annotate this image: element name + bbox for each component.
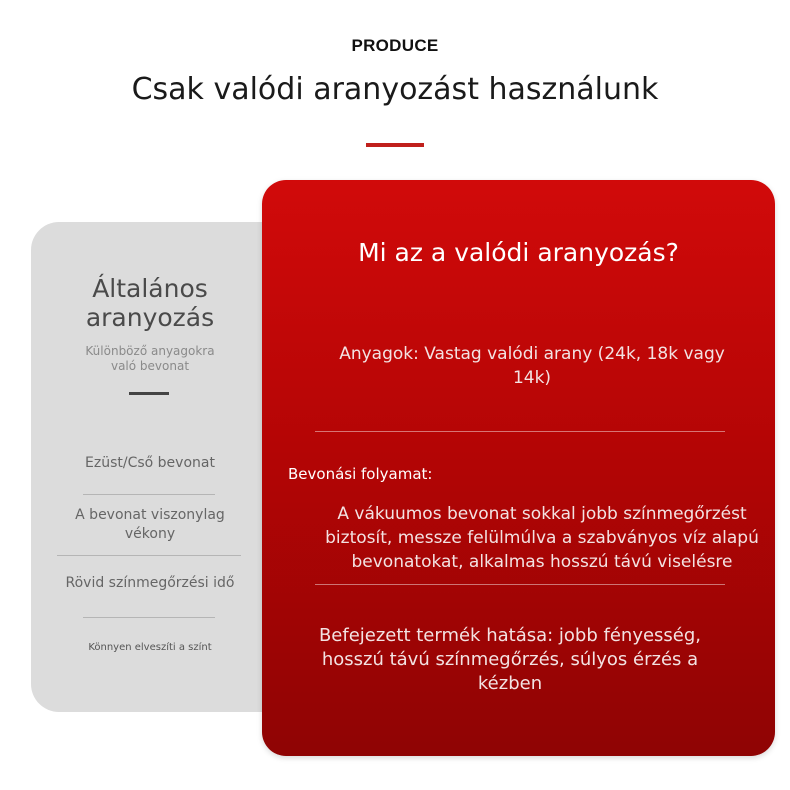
general-item-silver-plating: Ezüst/Cső bevonat (85, 455, 215, 471)
real-plating-process-label: Bevonási folyamat: (288, 465, 433, 483)
eyebrow-label: PRODUCE (351, 36, 439, 55)
page-title: Csak valódi aranyozást használunk (131, 72, 659, 107)
general-plating-subtitle-line1: Különböző anyagokra (85, 344, 215, 358)
general-item-thin-coating-line1: A bevonat viszonylag (75, 507, 225, 523)
real-plating-result-line2: hosszú távú színmegőrzés, súlyos érzés a (321, 649, 699, 670)
general-item-thin-coating (31, 506, 269, 544)
real-plating-process-line3: bevonatokat, alkalmas hosszú távú viselésre (351, 552, 733, 572)
general-separator (83, 617, 215, 618)
real-plating-separator (315, 431, 725, 432)
real-plating-materials-line1: Anyagok: Vastag valódi arany (24k, 18k vagy (339, 344, 725, 364)
real-plating-title: Mi az a valódi aranyozás? (358, 238, 679, 267)
real-plating-materials-line2: 14k) (512, 368, 552, 388)
general-plating-subtitle-line2: való bevonat (110, 359, 190, 373)
general-plating-divider (129, 392, 169, 395)
real-plating-process (312, 502, 772, 574)
general-plating-content (31, 222, 269, 712)
real-plating-process-line1: A vákuumos bevonat sokkal jobb színmegőrzést (337, 504, 747, 524)
real-plating-card (262, 180, 775, 756)
general-separator (57, 555, 241, 556)
real-plating-result-line3: kézben (477, 673, 543, 694)
general-item-short-retention: Rövid színmegőrzési idő (65, 575, 235, 591)
general-item-thin-coating-line2: vékony (124, 526, 176, 542)
real-plating-separator (315, 584, 725, 585)
general-separator (83, 494, 215, 495)
title-underline (366, 143, 424, 147)
general-plating-title-line1: Általános (92, 274, 208, 303)
real-plating-materials (302, 342, 762, 390)
general-plating-title (31, 274, 269, 332)
general-item-loses-color: Könnyen elveszíti a színt (88, 642, 212, 653)
real-plating-process-line2: biztosít, messze felülmúlva a szabványos víz alapú (325, 528, 759, 548)
general-plating-subtitle (31, 344, 269, 374)
general-plating-title-line2: aranyozás (85, 303, 215, 332)
real-plating-result (290, 624, 730, 696)
real-plating-result-line1: Befejezett termék hatása: jobb fényesség, (318, 625, 702, 646)
